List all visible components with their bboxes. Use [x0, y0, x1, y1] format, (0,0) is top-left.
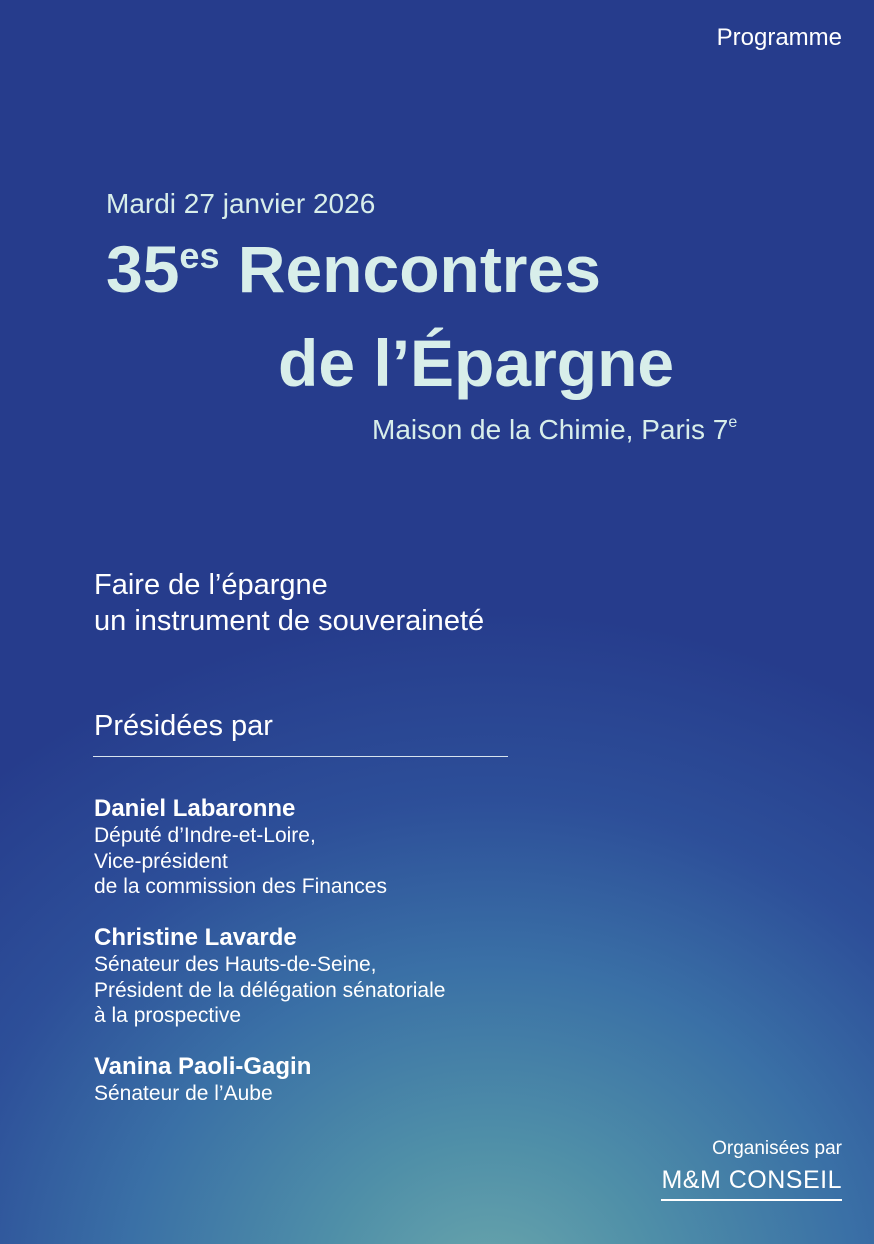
chair-name: Daniel Labaronne	[94, 795, 296, 822]
title-word: Rencontres	[219, 232, 601, 306]
organizer-label: Organisées par	[712, 1138, 842, 1159]
chair-role: Député d’Indre-et-Loire,	[94, 824, 316, 847]
chair-role: de la commission des Finances	[94, 875, 387, 898]
venue-text: Maison de la Chimie, Paris 7	[372, 414, 729, 445]
document-type-label: Programme	[716, 24, 842, 51]
theme-line-1: Faire de l’épargne	[94, 569, 328, 601]
theme-line-2: un instrument de souveraineté	[94, 605, 485, 637]
event-title-line-2: de l’Épargne	[278, 326, 675, 400]
venue-suffix: e	[728, 414, 738, 431]
event-theme	[94, 567, 484, 639]
chair-item	[94, 924, 445, 1029]
chair-role: Vice-président	[94, 849, 228, 873]
chair-item	[94, 1053, 311, 1107]
event-title-line-1	[106, 232, 601, 306]
chair-name: Christine Lavarde	[94, 924, 297, 951]
chair-role: Sénateur des Hauts-de-Seine,	[94, 953, 377, 976]
chairs-divider	[93, 756, 508, 757]
chair-role: à la prospective	[94, 1004, 242, 1027]
chair-name: Vanina Paoli-Gagin	[94, 1053, 312, 1080]
chair-role: Président de la délégation sénatoriale	[94, 978, 446, 1002]
event-date: Mardi 27 janvier 2026	[106, 188, 376, 219]
chair-role: Sénateur de l’Aube	[94, 1082, 273, 1105]
chairs-heading: Présidées par	[94, 710, 273, 742]
chair-item	[94, 795, 387, 900]
edition-number: 35	[106, 232, 180, 306]
edition-suffix: es	[179, 235, 220, 276]
organizer-logo: M&M CONSEIL	[661, 1166, 842, 1201]
event-venue	[372, 414, 737, 446]
